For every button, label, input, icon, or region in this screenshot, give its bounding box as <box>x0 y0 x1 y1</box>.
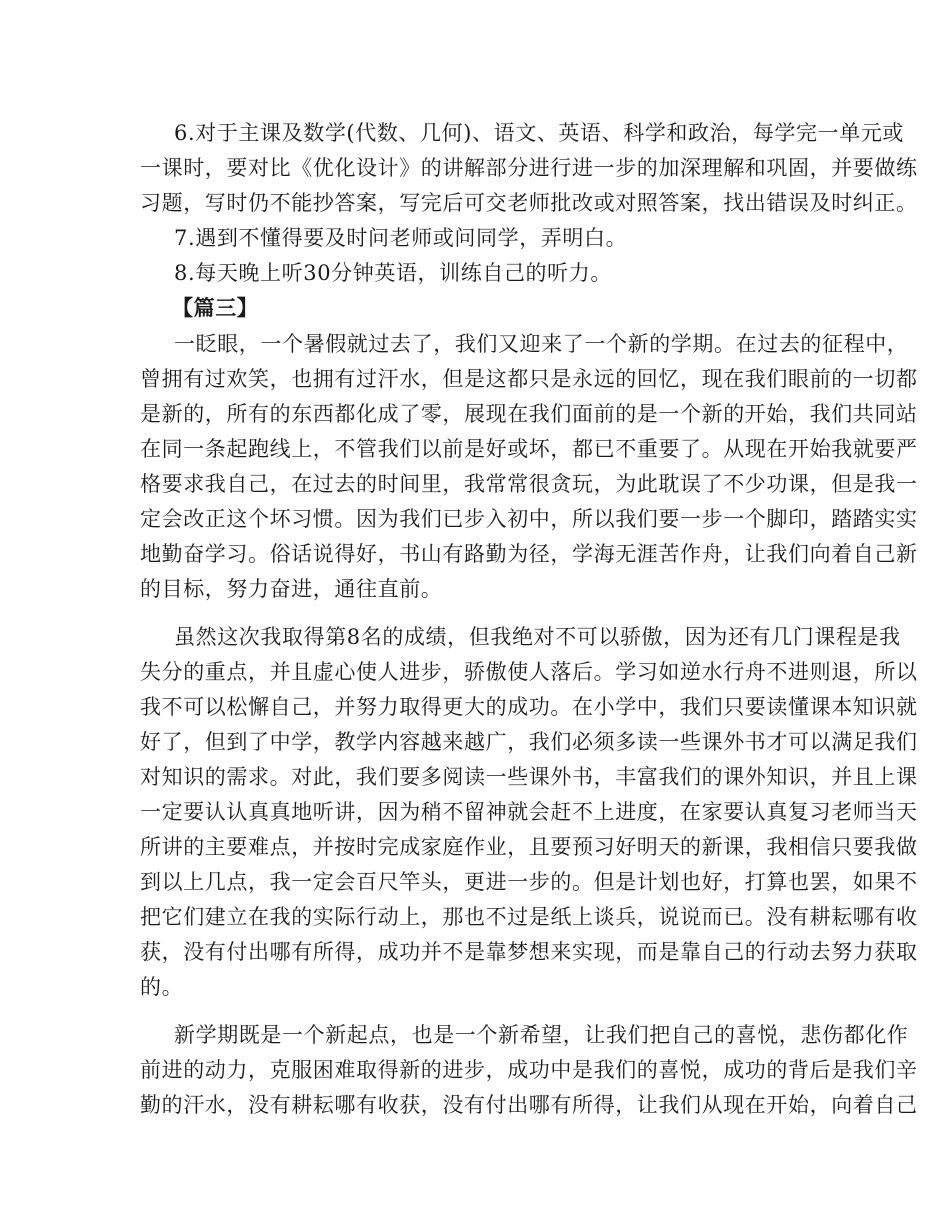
paragraph-2-line: 我不可以松懈自己，并努力取得更大的成功。在小学中，我们只要读懂课本知识就 <box>140 695 918 719</box>
paragraph-1-line: 的目标，努力奋进，通往直前。 <box>140 577 443 601</box>
paragraph-1-line: 在同一条起跑线上，不管我们以前是好或坏，都已不重要了。从现在开始我就要严 <box>140 437 918 461</box>
item-6-line-2: 一课时，要对比《优化设计》的讲解部分进行进一步的加深理解和巩固，并要做练 <box>140 156 918 180</box>
paragraph-1-line: 曾拥有过欢笑，也拥有过汗水，但是这都只是永远的回忆，现在我们眼前的一切都 <box>140 367 918 391</box>
section-heading: 【篇三】 <box>172 295 259 320</box>
paragraph-1-line: 是新的，所有的东西都化成了零，展现在我们面前的是一个新的开始，我们共同站 <box>140 402 918 426</box>
paragraph-2-line: 对知识的需求。对此，我们要多阅读一些课外书，丰富我们的课外知识，并且上课 <box>140 765 918 789</box>
paragraph-2-line: 失分的重点，并且虚心使人进步，骄傲使人落后。学习如逆水行舟不进则退，所以 <box>140 660 918 684</box>
paragraph-2-line: 好了，但到了中学，教学内容越来越广，我们必须多读一些课外书才可以满足我们 <box>140 730 918 754</box>
paragraph-1-line: 地勤奋学习。俗话说得好，书山有路勤为径，学海无涯苦作舟，让我们向着自己新 <box>140 542 918 566</box>
paragraph-2-line: 所讲的主要难点，并按时完成家庭作业，且要预习好明天的新课，我相信只要我做 <box>140 835 918 859</box>
paragraph-1-line: 定会改正这个坏习惯。因为我们已步入初中，所以我们要一步一个脚印，踏踏实实 <box>140 507 918 531</box>
item-6-line-1: 6.对于主课及数学(代数、几何)、语文、英语、科学和政治，每学完一单元或 <box>174 121 905 145</box>
paragraph-3-line: 前进的动力，克服困难取得新的进步，成功中是我们的喜悦，成功的背后是我们辛 <box>140 1058 918 1082</box>
paragraph-1-line: 格要求我自己，在过去的时间里，我常常很贪玩，为此耽误了不少功课，但是我一 <box>140 472 918 496</box>
paragraph-2-line: 把它们建立在我的实际行动上，那也不过是纸上谈兵，说说而已。没有耕耘哪有收 <box>140 905 918 929</box>
paragraph-1-line: 一眨眼，一个暑假就过去了，我们又迎来了一个新的学期。在过去的征程中， <box>174 332 909 356</box>
item-8: 8.每天晚上听30分钟英语，训练自己的听力。 <box>174 261 612 285</box>
paragraph-3-line: 新学期既是一个新起点，也是一个新希望，让我们把自己的喜悦，悲伤都化作 <box>174 1023 909 1047</box>
item-6-line-3: 习题，写时仍不能抄答案，写完后可交老师批改或对照答案，找出错误及时纠正。 <box>140 191 918 215</box>
paragraph-2-line: 一定要认认真真地听讲，因为稍不留神就会赶不上进度，在家要认真复习老师当天 <box>140 800 918 824</box>
paragraph-2-line: 获，没有付出哪有所得，成功并不是靠梦想来实现，而是靠自己的行动去努力获取 <box>140 940 918 964</box>
paragraph-3-line: 勤的汗水，没有耕耘哪有收获，没有付出哪有所得，让我们从现在开始，向着自己 <box>140 1093 918 1117</box>
paragraph-2-line: 到以上几点，我一定会百尺竿头，更进一步的。但是计划也好，打算也罢，如果不 <box>140 870 918 894</box>
paragraph-2-line: 虽然这次我取得第8名的成绩，但我绝对不可以骄傲，因为还有几门课程是我 <box>174 625 901 649</box>
item-7: 7.遇到不懂得要及时问老师或问同学，弄明白。 <box>174 226 628 250</box>
paragraph-2-line: 的。 <box>140 975 184 999</box>
